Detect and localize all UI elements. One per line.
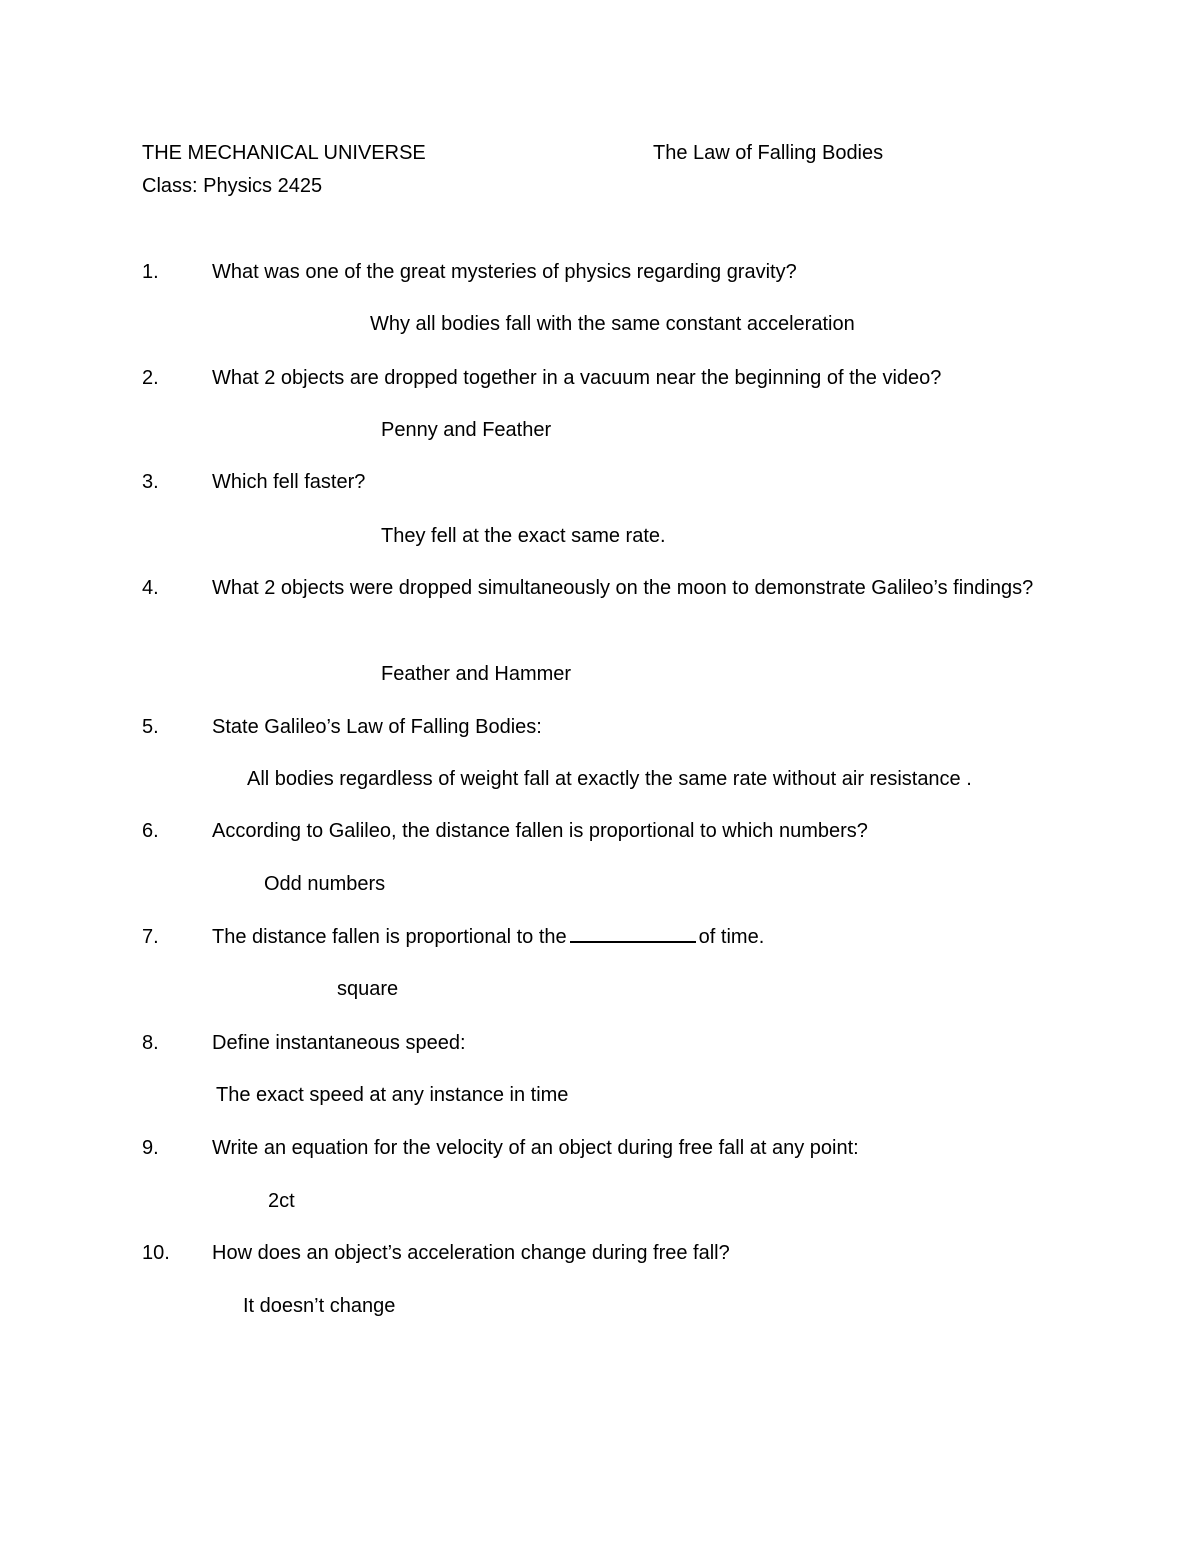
question-text: What 2 objects are dropped together in a vacuum near the beginning of the video? xyxy=(212,367,942,389)
answer-text: Why all bodies fall with the same constant acceleration xyxy=(370,313,855,335)
fill-in-blank xyxy=(570,921,696,943)
question-text: According to Galileo, the distance fallen is proportional to which numbers? xyxy=(212,820,868,842)
question-text-before-blank: The distance fallen is proportional to the xyxy=(212,926,567,948)
question-text: Write an equation for the velocity of an object during free fall at any point: xyxy=(212,1137,859,1159)
answer-text: Odd numbers xyxy=(264,873,386,895)
answer-text: It doesn’t change xyxy=(243,1295,396,1317)
answer-text: 2ct xyxy=(268,1190,295,1212)
question-number: 4. xyxy=(142,577,159,599)
answer-text: Feather and Hammer xyxy=(381,663,572,685)
question-text: How does an object’s acceleration change during free fall? xyxy=(212,1242,730,1264)
answer-text: The exact speed at any instance in time xyxy=(216,1084,569,1106)
question-number: 6. xyxy=(142,820,159,842)
answer-text: All bodies regardless of weight fall at exactly the same rate without air resistance . xyxy=(247,768,972,790)
question-text: Define instantaneous speed: xyxy=(212,1032,466,1054)
worksheet-title: THE MECHANICAL UNIVERSE xyxy=(142,142,426,164)
question-text-after-blank: of time. xyxy=(698,926,765,948)
class-label: Class: Physics 2425 xyxy=(142,175,323,197)
question-text: Which fell faster? xyxy=(212,471,366,493)
question-number: 9. xyxy=(142,1137,159,1159)
question-text: What 2 objects were dropped simultaneously on the moon to demonstrate Galileo’s findings? xyxy=(212,577,1034,599)
answer-text: They fell at the exact same rate. xyxy=(381,525,666,547)
question-number: 7. xyxy=(142,926,159,948)
question-text xyxy=(212,921,1072,953)
question-number: 10. xyxy=(142,1242,170,1264)
worksheet-topic: The Law of Falling Bodies xyxy=(653,142,884,164)
question-number: 5. xyxy=(142,716,159,738)
question-number: 3. xyxy=(142,471,159,493)
answer-text: square xyxy=(337,978,399,1000)
question-number: 2. xyxy=(142,367,159,389)
question-text: State Galileo’s Law of Falling Bodies: xyxy=(212,716,542,738)
answer-text: Penny and Feather xyxy=(381,419,552,441)
question-number: 8. xyxy=(142,1032,159,1054)
question-number: 1. xyxy=(142,261,159,283)
question-text: What was one of the great mysteries of physics regarding gravity? xyxy=(212,261,797,283)
